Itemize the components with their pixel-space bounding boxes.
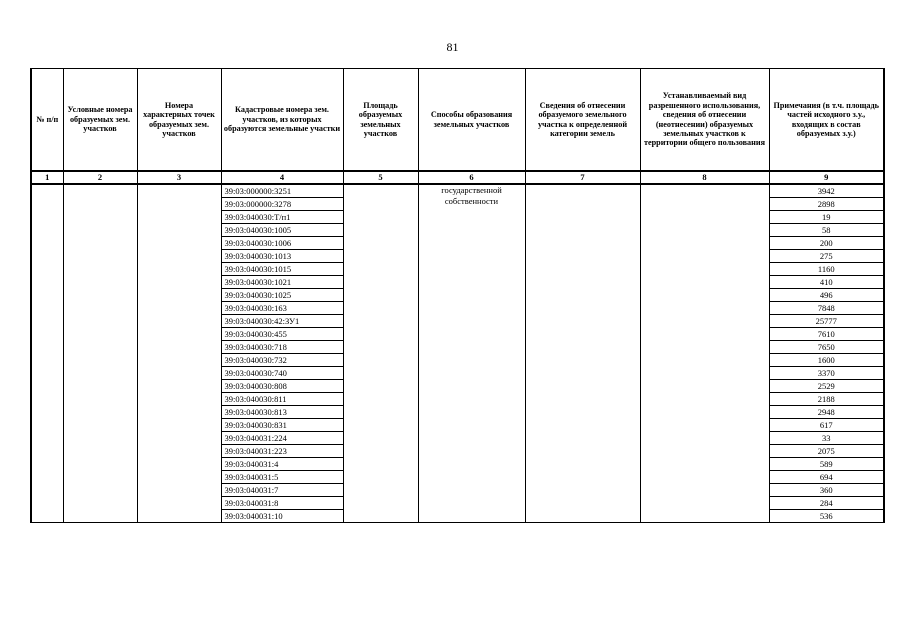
header-cell: № п/п — [31, 69, 63, 172]
cadastral-number-cell: 39:03:040031:10 — [221, 510, 343, 523]
cadastral-number-cell: 39:03:040030:811 — [221, 393, 343, 406]
cadastral-number-cell: 39:03:040030:1025 — [221, 289, 343, 302]
page-number: 81 — [446, 40, 459, 54]
cadastral-number-cell: 39:03:040031:5 — [221, 471, 343, 484]
note-area-cell: 3942 — [769, 184, 884, 198]
cadastral-number-cell: 39:03:040030:1015 — [221, 263, 343, 276]
header-cell: Кадастровые номера зем. участков, из которых образуются земельные участки — [221, 69, 343, 172]
header-row — [31, 69, 884, 172]
column-number: 7 — [525, 171, 640, 184]
row-number-cell — [31, 184, 63, 523]
cadastral-number-cell: 39:03:040030:718 — [221, 341, 343, 354]
land-plots-table — [30, 68, 885, 523]
table-row — [31, 184, 884, 198]
column-number: 1 — [31, 171, 63, 184]
cadastral-number-cell: 39:03:040030:808 — [221, 380, 343, 393]
header-cell: Площадь образуемых земельных участков — [343, 69, 418, 172]
column-number: 9 — [769, 171, 884, 184]
note-area-cell: 360 — [769, 484, 884, 497]
area-cell — [343, 184, 418, 523]
note-area-cell: 7650 — [769, 341, 884, 354]
column-number: 6 — [418, 171, 525, 184]
note-area-cell: 2529 — [769, 380, 884, 393]
note-area-cell: 694 — [769, 471, 884, 484]
column-number: 2 — [63, 171, 137, 184]
note-area-cell: 3370 — [769, 367, 884, 380]
column-number: 3 — [137, 171, 221, 184]
cadastral-number-cell: 39:03:000000:3251 — [221, 184, 343, 198]
header-cell: Примечания (в т.ч. площадь частей исходного з.у., входящих в состав образуемых з.у.) — [769, 69, 884, 172]
header-cell: Условные номера образуемых зем. участков — [63, 69, 137, 172]
note-area-cell: 33 — [769, 432, 884, 445]
note-area-cell: 2948 — [769, 406, 884, 419]
cadastral-number-cell: 39:03:040030:42:ЗУ1 — [221, 315, 343, 328]
column-number: 5 — [343, 171, 418, 184]
header-cell: Сведения об отнесении образуемого земельного участка к определенной категории земель — [525, 69, 640, 172]
note-area-cell: 284 — [769, 497, 884, 510]
note-area-cell: 2188 — [769, 393, 884, 406]
column-number-row — [31, 171, 884, 184]
note-area-cell: 496 — [769, 289, 884, 302]
note-area-cell: 7848 — [769, 302, 884, 315]
header-cell: Номера характерных точек образуемых зем. участков — [137, 69, 221, 172]
cadastral-number-cell: 39:03:040030:813 — [221, 406, 343, 419]
header-cell: Способы образования земельных участков — [418, 69, 525, 172]
cadastral-number-cell: 39:03:040030:1021 — [221, 276, 343, 289]
cadastral-number-cell: 39:03:040030:1013 — [221, 250, 343, 263]
cadastral-number-cell: 39:03:040030:455 — [221, 328, 343, 341]
formation-method-cell: государственной собственности — [418, 184, 525, 523]
note-area-cell: 589 — [769, 458, 884, 471]
cadastral-number-cell: 39:03:040031:8 — [221, 497, 343, 510]
cadastral-number-cell: 39:03:040030:1006 — [221, 237, 343, 250]
note-area-cell: 617 — [769, 419, 884, 432]
cadastral-number-cell: 39:03:040030:732 — [221, 354, 343, 367]
column-number: 8 — [640, 171, 769, 184]
cadastral-number-cell: 39:03:040031:7 — [221, 484, 343, 497]
note-area-cell: 25777 — [769, 315, 884, 328]
note-area-cell: 410 — [769, 276, 884, 289]
note-area-cell: 2075 — [769, 445, 884, 458]
points-cell — [137, 184, 221, 523]
cadastral-number-cell: 39:03:040030:831 — [221, 419, 343, 432]
note-area-cell: 58 — [769, 224, 884, 237]
note-area-cell: 19 — [769, 211, 884, 224]
permitted-use-cell — [640, 184, 769, 523]
cadastral-number-cell: 39:03:040030:163 — [221, 302, 343, 315]
cadastral-number-cell: 39:03:040031:223 — [221, 445, 343, 458]
note-area-cell: 1160 — [769, 263, 884, 276]
column-number: 4 — [221, 171, 343, 184]
table-body — [31, 184, 884, 523]
note-area-cell: 2898 — [769, 198, 884, 211]
land-category-cell — [525, 184, 640, 523]
cadastral-number-cell: 39:03:040031:4 — [221, 458, 343, 471]
note-area-cell: 7610 — [769, 328, 884, 341]
note-area-cell: 1600 — [769, 354, 884, 367]
cadastral-number-cell: 39:03:000000:3278 — [221, 198, 343, 211]
note-area-cell: 536 — [769, 510, 884, 523]
cadastral-number-cell: 39:03:040030:1005 — [221, 224, 343, 237]
plot-number-cell — [63, 184, 137, 523]
cadastral-number-cell: 39:03:040030:740 — [221, 367, 343, 380]
header-cell: Устанавливаемый вид разрешенного использования, сведения об отнесении (неотнесении) образуемых земельных участков к территории общего пользования — [640, 69, 769, 172]
note-area-cell: 200 — [769, 237, 884, 250]
note-area-cell: 275 — [769, 250, 884, 263]
cadastral-number-cell: 39:03:040031:224 — [221, 432, 343, 445]
cadastral-number-cell: 39:03:040030:Т/п1 — [221, 211, 343, 224]
